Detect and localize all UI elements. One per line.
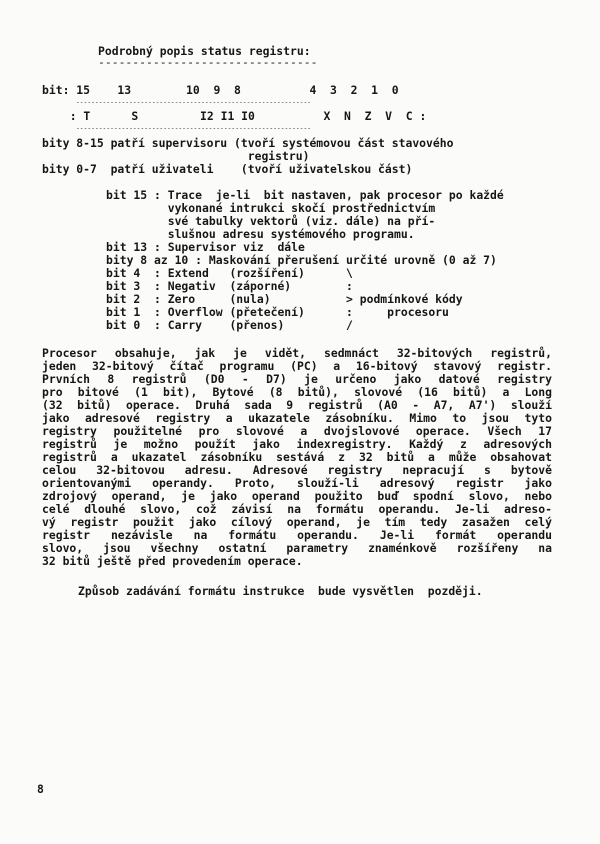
paragraph-line: jeden 32-bitový čítač programu (PC) a 16-bitový stavový registr. [42, 359, 552, 373]
register-rule-bottom: -------------------------------------------------------------- [76, 125, 312, 132]
paragraph-line: celé dlouhé slovo, což závisí na formátu operandu. Je-li adreso- [42, 502, 552, 516]
bit4-description: bit 4 : Extend (rozšíření) \ [106, 266, 353, 280]
bit0-description: bit 0 : Carry (přenos) / [106, 318, 353, 332]
bit-number-row: bit: 15 13 10 9 8 4 3 2 1 0 [42, 83, 399, 97]
bit15-description: bit 15 : Trace je-li bit nastaven, pak procesor po každé [106, 188, 504, 202]
closing-sentence: Způsob zadávání formátu instrukce bude vysvětlen později. [78, 584, 483, 598]
bit-group-supervisor-cont: registru) [42, 149, 310, 163]
register-rule-top: -------------------------------------------------------------- [76, 99, 312, 106]
flag-names-row: : T S I2 I1 I0 X N Z V C : [56, 109, 427, 123]
paragraph-line: slovo, jsou všechny ostatní parametry znaménkově rozšířeny na [42, 541, 552, 555]
bit13-description: bit 13 : Supervisor viz dále [106, 240, 305, 254]
section-title: Podrobný popis status registru: [98, 44, 311, 58]
paragraph-line: jako adresové registry a ukazatele zásobníku. Mimo to jsou tyto [42, 411, 552, 425]
bit-group-user: bity 0-7 patří uživateli (tvoří uživatelskou část) [42, 162, 413, 176]
paragraph-line: registry použitelné pro slovové a dvojslovové operace. Všech 17 [42, 424, 552, 438]
paragraph-line: Procesor obsahuje, jak je vidět, sedmnáct 32-bitových registrů, [42, 346, 552, 360]
paragraph-line: registrů je možno použít jako indexregistry. Každý z adresových [42, 437, 552, 451]
bit3-description: bit 3 : Negativ (záporné) : [106, 279, 353, 293]
paragraph-line: celou 32-bitovou adresu. Adresové registry nepracují s bytově [42, 463, 552, 477]
paragraph-line: registr nezávisle na formátu operandu. Je-li formát operandu [42, 528, 552, 542]
bit-group-supervisor: bity 8-15 patří supervisoru (tvoří systémovou část stavového [42, 136, 454, 150]
bit2-description: bit 2 : Zero (nula) > podmínkové kódy [106, 292, 463, 306]
bits8-10-description: bity 8 az 10 : Maskování přerušení určité urovně (0 až 7) [106, 253, 497, 267]
page-number: 8 [37, 782, 44, 796]
paragraph-line: vý registr použit jako cílový operand, je tím tedy zasažen celý [42, 515, 552, 529]
title-underline: -------------------------------- [98, 55, 318, 69]
paragraph-line: registrů a ukazatel zásobníku sestává z 32 bitů a může obsahovat [42, 450, 552, 464]
paragraph-line: orientovanými operandy. Proto, slouží-li adresový registr jako [42, 476, 552, 490]
bit1-description: bit 1 : Overflow (přetečení) : procesoru [106, 305, 449, 319]
paragraph-last-line: 32 bitů ještě před provedením operace. [42, 554, 303, 568]
bit15-description-2: vykonané intrukci skočí prostřednictvím [106, 201, 436, 215]
bit15-description-3: své tabulky vektorů (viz. dále) na pří- [106, 214, 436, 228]
paragraph-line: pro bitové (1 bit), Bytové (8 bitů), slovové (16 bitů) a Long [42, 385, 552, 399]
paragraph-line: (32 bitů) operace. Druhá sada 9 registrů (A0 - A7, A7') slouží [42, 398, 552, 412]
paragraph-line: Prvních 8 registrů (D0 - D7) je určeno jako datové registry [42, 372, 552, 386]
bit15-description-4: slušnou adresu systémového programu. [106, 227, 415, 241]
paragraph-line: zdrojový operand, je jako operand použito buď spodní slovo, nebo [42, 489, 552, 503]
